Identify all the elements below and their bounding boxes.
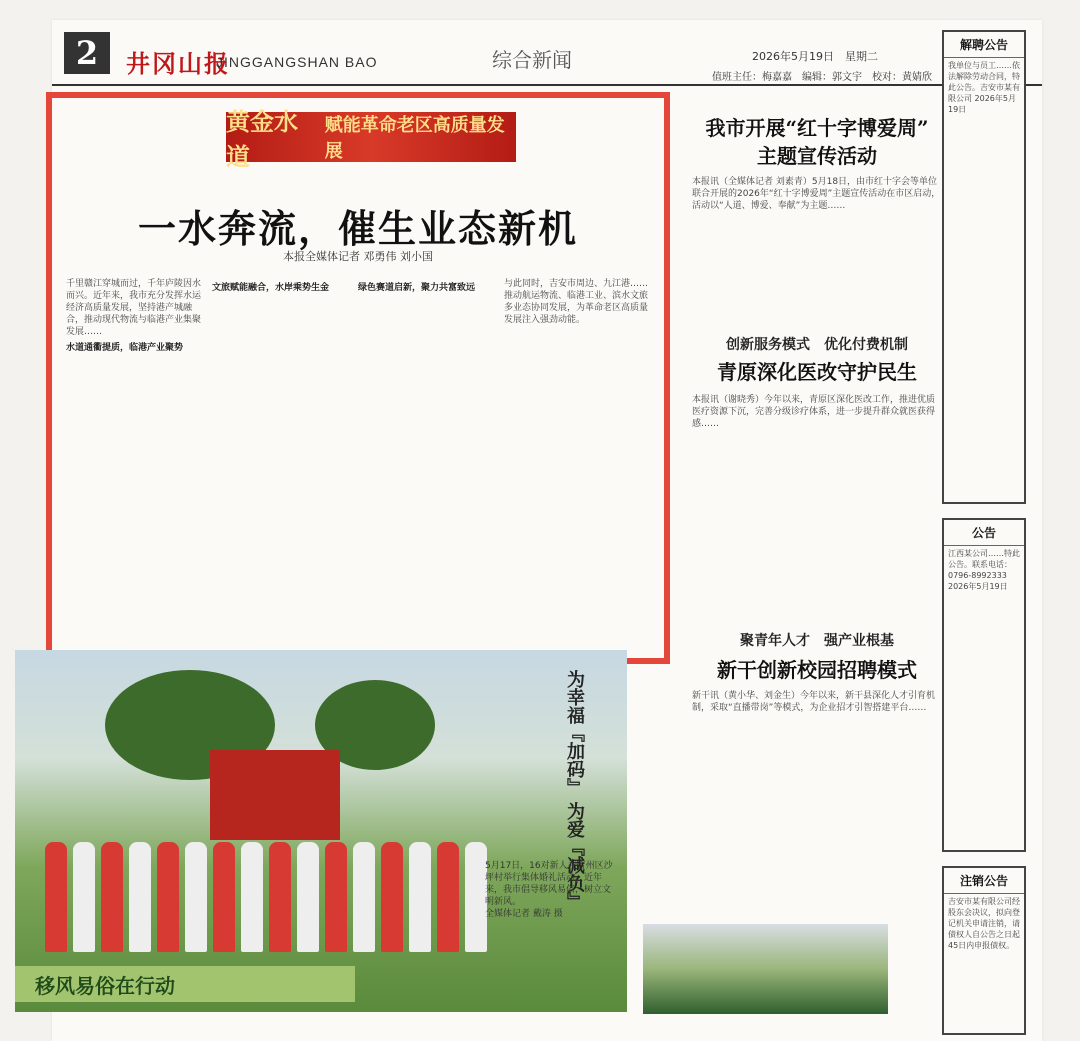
person bbox=[185, 842, 207, 952]
sports-photo bbox=[643, 924, 888, 1014]
editor-credits: 值班主任：梅嘉嘉 编辑：郭文宇 校对：黄婧欣 bbox=[712, 72, 932, 83]
person bbox=[325, 842, 347, 952]
banner-subtitle: 赋能革命老区高质量发展 bbox=[324, 115, 505, 162]
masthead bbox=[52, 20, 1042, 86]
person bbox=[297, 842, 319, 952]
article-body: 本报讯（谢晓秀）今年以来，青原区深化医改工作，推进优质医疗资源下沉，完善分级诊疗体系，进一步提升群众就医获得感…… bbox=[692, 395, 936, 429]
person bbox=[381, 842, 403, 952]
person bbox=[213, 842, 235, 952]
paper-name: 井冈山报 bbox=[126, 49, 230, 78]
news-photo bbox=[15, 650, 627, 1012]
notice-text: 我单位与员工……依法解除劳动合同，特此公告。吉安市某有限公司 2026年5月19日 bbox=[948, 61, 1020, 114]
notice-text: 吉安市某有限公司经股东会决议，拟向登记机关申请注销，请债权人自公告之日起45日内申报债权。 bbox=[948, 897, 1020, 950]
article-column bbox=[66, 278, 201, 358]
article-kicker: 聚青年人才 强产业根基 bbox=[740, 633, 894, 649]
banner-title: 黄金水道 bbox=[226, 107, 298, 171]
article-body: 本报讯（全媒体记者 刘素青）5月18日，由市红十字会等单位联合开展的2026年“红十字博爱周”主题宣传活动在市区启动，活动以“人道、博爱、奉献”为主题…… bbox=[692, 177, 941, 211]
section-subhead: 水道通衢提质，临港产业聚势 bbox=[66, 343, 184, 353]
article-headline: 新干创新校园招聘模式 bbox=[717, 658, 917, 682]
person bbox=[157, 842, 179, 952]
article-headline: 青原深化医改守护民生 bbox=[717, 360, 917, 384]
notice-title: 解聘公告 bbox=[944, 32, 1024, 58]
article-body: 新干讯（黄小华、刘金生）今年以来，新干县深化人才引育机制，采取“直播带岗”等模式，为企业招才引智搭建平台…… bbox=[692, 691, 936, 713]
paper-name-en: JINGGANGSHAN BAO bbox=[216, 54, 378, 70]
photo-caption bbox=[485, 860, 615, 920]
notice-title: 注销公告 bbox=[944, 868, 1024, 894]
section-subhead: 绿色赛道启新，聚力共富致远 bbox=[358, 283, 476, 293]
article-headline: 我市开展“红十字博爱周” bbox=[705, 116, 929, 140]
page-number: 2 bbox=[64, 32, 110, 74]
article-column bbox=[504, 278, 649, 326]
person bbox=[409, 842, 431, 952]
person bbox=[45, 842, 67, 952]
section-subhead: 文旅赋能融合，水岸乘势生金 bbox=[212, 283, 330, 293]
slogan-line: 为爱『减负』 bbox=[564, 802, 585, 911]
notice-box bbox=[942, 518, 1026, 852]
photo-banner: 移风易俗在行动 bbox=[15, 966, 355, 1002]
article-column bbox=[212, 278, 347, 298]
person bbox=[269, 842, 291, 952]
article-headline-line2: 主题宣传活动 bbox=[757, 144, 877, 168]
person bbox=[73, 842, 95, 952]
section-title: 综合新闻 bbox=[492, 48, 572, 72]
column-text: 千里赣江穿城而过，千年庐陵因水而兴。近年来，我市充分发挥水运经济高质量发展，坚持港产城融合，推动现代物流与临港产业集聚发展…… bbox=[66, 279, 202, 337]
notice-text: 江西某公司……特此公告。联系电话：0796-8992333 2026年5月19日 bbox=[948, 549, 1020, 591]
feature-headline: 一水奔流，催生业态新机 bbox=[137, 206, 578, 251]
person bbox=[101, 842, 123, 952]
caption-text: 5月17日，16对新人在吉州区沙坪村举行集体婚礼活动。近年来，我市倡导移风易俗，树立文明新风。 bbox=[485, 861, 613, 907]
person bbox=[437, 842, 459, 952]
red-heart-sign bbox=[210, 750, 340, 840]
article-kicker: 创新服务模式 优化付费机制 bbox=[726, 337, 908, 353]
person bbox=[129, 842, 151, 952]
notice-title: 公告 bbox=[944, 520, 1024, 546]
person bbox=[241, 842, 263, 952]
feature-byline: 本报全媒体记者 邓勇伟 刘小国 bbox=[283, 250, 433, 263]
photo-credit: 全媒体记者 戴涛 摄 bbox=[485, 909, 563, 919]
issue-date: 2026年5月19日 星期二 bbox=[752, 50, 878, 63]
notice-box bbox=[942, 866, 1026, 1035]
person bbox=[465, 842, 487, 952]
feature-banner bbox=[226, 107, 516, 171]
feature-article bbox=[46, 92, 670, 664]
notice-box bbox=[942, 30, 1026, 504]
slogan-line: 为幸福『加码』 bbox=[564, 670, 585, 796]
person bbox=[353, 842, 375, 952]
article-column bbox=[358, 278, 493, 298]
column-text: 与此同时，吉安市周边、九江港……推动航运物流、临港工业、滨水文旅多业态协同发展，为革命老区高质量发展注入强劲动能。 bbox=[504, 279, 649, 325]
